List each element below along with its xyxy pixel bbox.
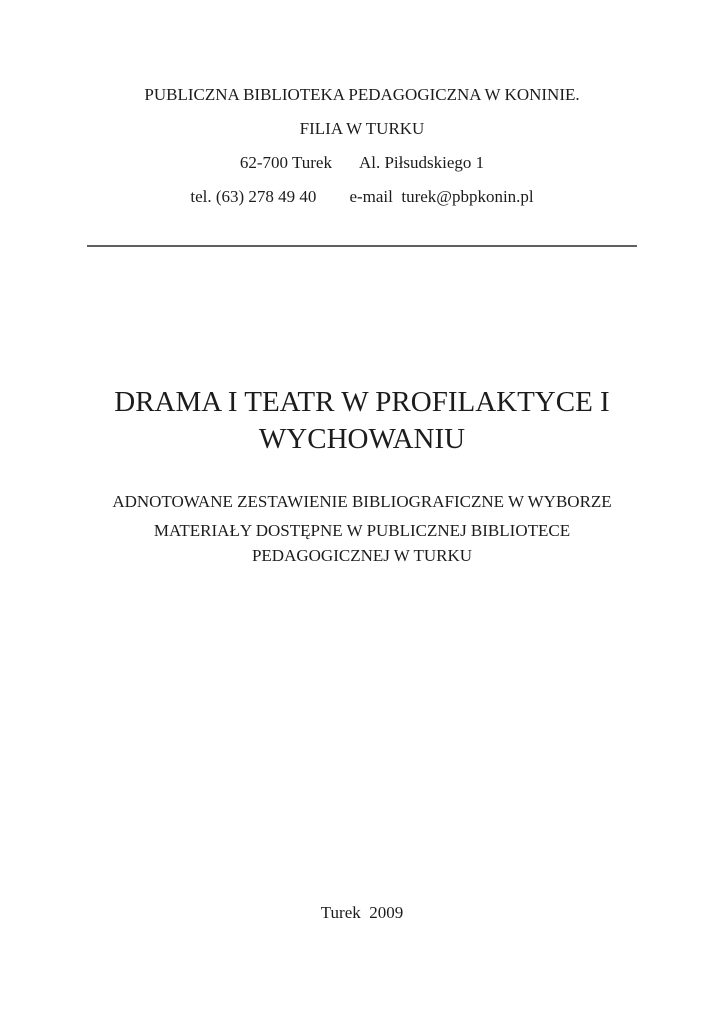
document-title-line-2: WYCHOWANIU <box>258 423 466 455</box>
subtitle-availability-line-1: MATERIAŁY DOSTĘPNE W PUBLICZNEJ BIBLIOTECE <box>153 521 571 540</box>
phone-number: tel. (63) 278 49 40 <box>190 187 317 206</box>
document-title-line-1: DRAMA I TEATR W PROFILAKTYCE I <box>114 386 610 418</box>
email-address: e-mail turek@pbpkonin.pl <box>349 187 534 206</box>
header-address <box>0 153 724 173</box>
imprint-place-year: Turek 2009 <box>320 903 404 922</box>
document-title <box>0 384 724 458</box>
subtitle-bibliography-type: ADNOTOWANE ZESTAWIENIE BIBLIOGRAFICZNE W WYBORZE <box>112 492 612 511</box>
street-address: Al. Piłsudskiego 1 <box>358 153 485 172</box>
subtitle-availability <box>0 518 724 568</box>
header-branch: FILIA W TURKU <box>299 119 425 138</box>
postal-code-city: 62-700 Turek <box>239 153 332 172</box>
divider-rule <box>87 245 637 247</box>
header-institution: PUBLICZNA BIBLIOTEKA PEDAGOGICZNA W KONINIE. <box>144 85 580 104</box>
header-contact <box>0 187 724 207</box>
subtitle-availability-line-2: PEDAGOGICZNEJ W TURKU <box>251 546 473 565</box>
